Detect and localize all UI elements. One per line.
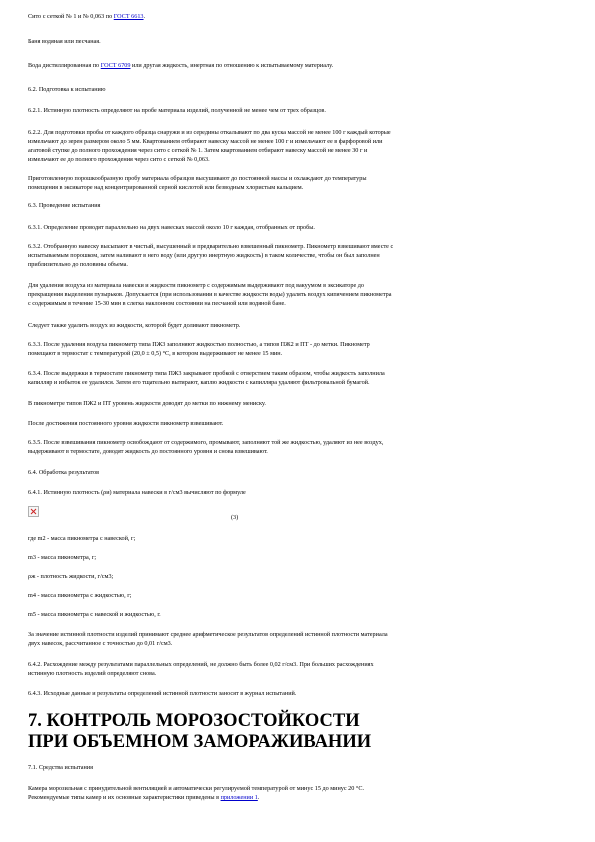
section-7-heading <box>28 711 568 753</box>
text-line: За значение истинной плотности изделий принимают среднее арифметическое результатов определений истинной плотности материала <box>28 631 388 638</box>
gost-6613-link[interactable]: ГОСТ 6613 <box>113 13 144 20</box>
text-line: 6.3.3. После удаления воздуха пикнометр типа ПЖ3 заполняют жидкостью полностью, а типов ПЖ2 и ПТ - до метки. Пикнометр <box>28 341 370 348</box>
paragraph-6-3-2 <box>28 242 568 269</box>
section-7-1-title: 7.1. Средства испытания <box>28 764 93 771</box>
paragraph-6-4-3: 6.4.3. Исходные данные и результаты определений истинной плотности заносят в журнал испытаний. <box>28 690 297 697</box>
section-6-3-title: 6.3. Проведение испытания <box>28 202 101 209</box>
paragraph-air-removal <box>28 281 568 308</box>
paragraph-6-3-4 <box>28 369 568 387</box>
text-line: Для удаления воздуха из материала навески и жидкости пикнометр с содержимым выдерживают под вакуумом в эксикаторе до <box>28 282 365 289</box>
text-line: приблизительно до половины объема. <box>28 261 128 268</box>
text-line: помещения в эксикаторе над концентрированной серной кислотой или безводным хлористым кальцием. <box>28 184 304 191</box>
text-line: 6.3.4. После выдержки в термостате пикнометр типа ПЖ3 закрывают пробкой с отверстием таким образом, чтобы жидкость заполнила <box>28 370 385 377</box>
text-line: помещают в термостат с температурой (20,0 ± 0,5) °С, в котором выдерживают не менее 15 мин. <box>28 350 283 357</box>
text-line: 6.3.5. После взвешивания пикнометр освобождают от содержимого, промывают, заполняют той же жидкостью, удаляют из нее воздух, <box>28 439 384 446</box>
legend-m2: где m2 - масса пикнометра с навеской, г; <box>28 535 136 542</box>
legend-m3: m3 - масса пикнометра, г; <box>28 554 97 561</box>
paragraph-text: . <box>257 794 260 801</box>
formula-image-placeholder <box>28 506 39 517</box>
paragraph-liquid-air: Следует также удалить воздух из жидкости, которой будет доливают пикнометр. <box>28 322 241 329</box>
paragraph-weigh: После достижения постоянного уровня жидкости пикнометр взвешивают. <box>28 420 224 427</box>
text-line: агатовой ступке до полного прохождения через сито с сеткой № 1. Затем квартованием отбирают навеску массой не менее 30 г и <box>28 147 368 154</box>
text-line: Приготовленную порошкообразную пробу материала образцов высушивают до постоянной массы и охлаждают до температуры <box>28 175 367 182</box>
legend-density: ρж - плотность жидкости, г/см3; <box>28 573 114 580</box>
paragraph-6-3-3 <box>28 340 568 358</box>
paragraph-text: или другая жидкость, инертная по отношению к испытываемому материалу. <box>130 62 334 69</box>
section-6-4-title: 6.4. Обработка результатов <box>28 469 100 476</box>
equation-number: (3) <box>231 514 239 521</box>
paragraph-text: Сито с сеткой № 1 и № 0,063 по <box>28 13 114 20</box>
appendix-1-link[interactable]: приложении 1 <box>220 794 258 801</box>
heading-line: 7. КОНТРОЛЬ МОРОЗОСТОЙКОСТИ <box>28 711 360 731</box>
paragraph-powder-prep <box>28 174 568 192</box>
gost-6709-link[interactable]: ГОСТ 6709 <box>100 62 131 69</box>
legend-m5: m5 - масса пикнометра с навеской и жидкостью, г. <box>28 611 161 618</box>
heading-line: ПРИ ОБЪЕМНОМ ЗАМОРАЖИВАНИИ <box>28 732 372 752</box>
text-line: измельчают до зерен размером около 5 мм. Квартованием отбирают навеску массой не менее 100 г и измельчают ее в фарфоровой или <box>28 138 383 145</box>
broken-image-icon <box>29 507 38 516</box>
text-line: испытываемым порошком, затем наливают в него воду (или другую инертную жидкость) в таком количестве, чтобы он был заполнен <box>28 252 380 259</box>
paragraph-6-3-5 <box>28 438 568 456</box>
text-line <box>28 793 568 802</box>
paragraph-text: Вода дистиллированная по <box>28 62 101 69</box>
paragraph-water <box>28 61 568 70</box>
text-line: прекращения выделения пузырьков. Допускается (при использовании в качестве жидкости воды) удалять воздух кипячением пикнометра <box>28 291 392 298</box>
text-line: с содержимым в течение 15-30 мин в слегка наклонном состоянии на песчаной или водяной бане. <box>28 300 286 307</box>
paragraph-6-2-2 <box>28 128 568 164</box>
paragraph-text: . <box>143 13 146 20</box>
paragraph-meniscus: В пикнометре типов ПЖ2 и ПТ уровень жидкости доводят до метки по нижнему мениску. <box>28 400 266 407</box>
text-line: капилляр и избыток ее удалился. Затем его тщательно вытирают, каплю жидкости с капилляра удаляют фильтровальной бумагой. <box>28 379 370 386</box>
text-line: истинную плотность изделий определяют снова. <box>28 670 157 677</box>
paragraph-6-3-1: 6.3.1. Определение проводят параллельно на двух навесках массой около 10 г каждая, отобранных от пробы. <box>28 224 315 231</box>
text-line: 6.4.2. Расхождение между результатами параллельных определений, не должно быть более 0,02 г/см3. При больших расхождениях <box>28 661 374 668</box>
paragraph-bath: Баня водяная или песчаная. <box>28 38 101 45</box>
paragraph-freezer <box>28 784 568 802</box>
paragraph-text: Рекомендуемые типы камер и их основные характеристики приведены в <box>28 794 221 801</box>
paragraph-6-2-1: 6.2.1. Истинную плотность определяют на пробе материала изделий, полученной не менее чем от трех образцов. <box>28 107 326 114</box>
paragraph-6-4-2 <box>28 660 568 678</box>
text-line: 6.3.2. Отобранную навеску высыпают в чистый, высушенный и предварительно взвешенный пикнометр. Пикнометр взвешивают вместе с <box>28 243 394 250</box>
legend-m4: m4 - масса пикнометра с жидкостью, г; <box>28 592 132 599</box>
paragraph-sieve <box>28 12 568 21</box>
text-line: 6.2.2. Для подготовки пробы от каждого образца снаружи и из середины откалывают по два куска массой не менее 100 г каждый которые <box>28 129 391 136</box>
paragraph-6-4-1: 6.4.1. Истинную плотность (ρи) материала навески в г/см3 вычисляют по формуле <box>28 489 246 496</box>
text-line: измельчают ее до полного прохождения через сито с сеткой № 0,063. <box>28 156 210 163</box>
text-line: выдерживают в термостате, доводят жидкость до постоянного уровня и снова взвешивают. <box>28 448 268 455</box>
paragraph-mean-value <box>28 630 568 648</box>
text-line: двух навесок, рассчитанное с точностью до 0,01 г/см3. <box>28 640 173 647</box>
section-6-2-title: 6.2. Подготовка к испытанию <box>28 86 106 93</box>
text-line: Камера морозильная с принудительной вентиляцией и автоматически регулируемой температурой от минус 15 до минус 20 °С. <box>28 785 365 792</box>
